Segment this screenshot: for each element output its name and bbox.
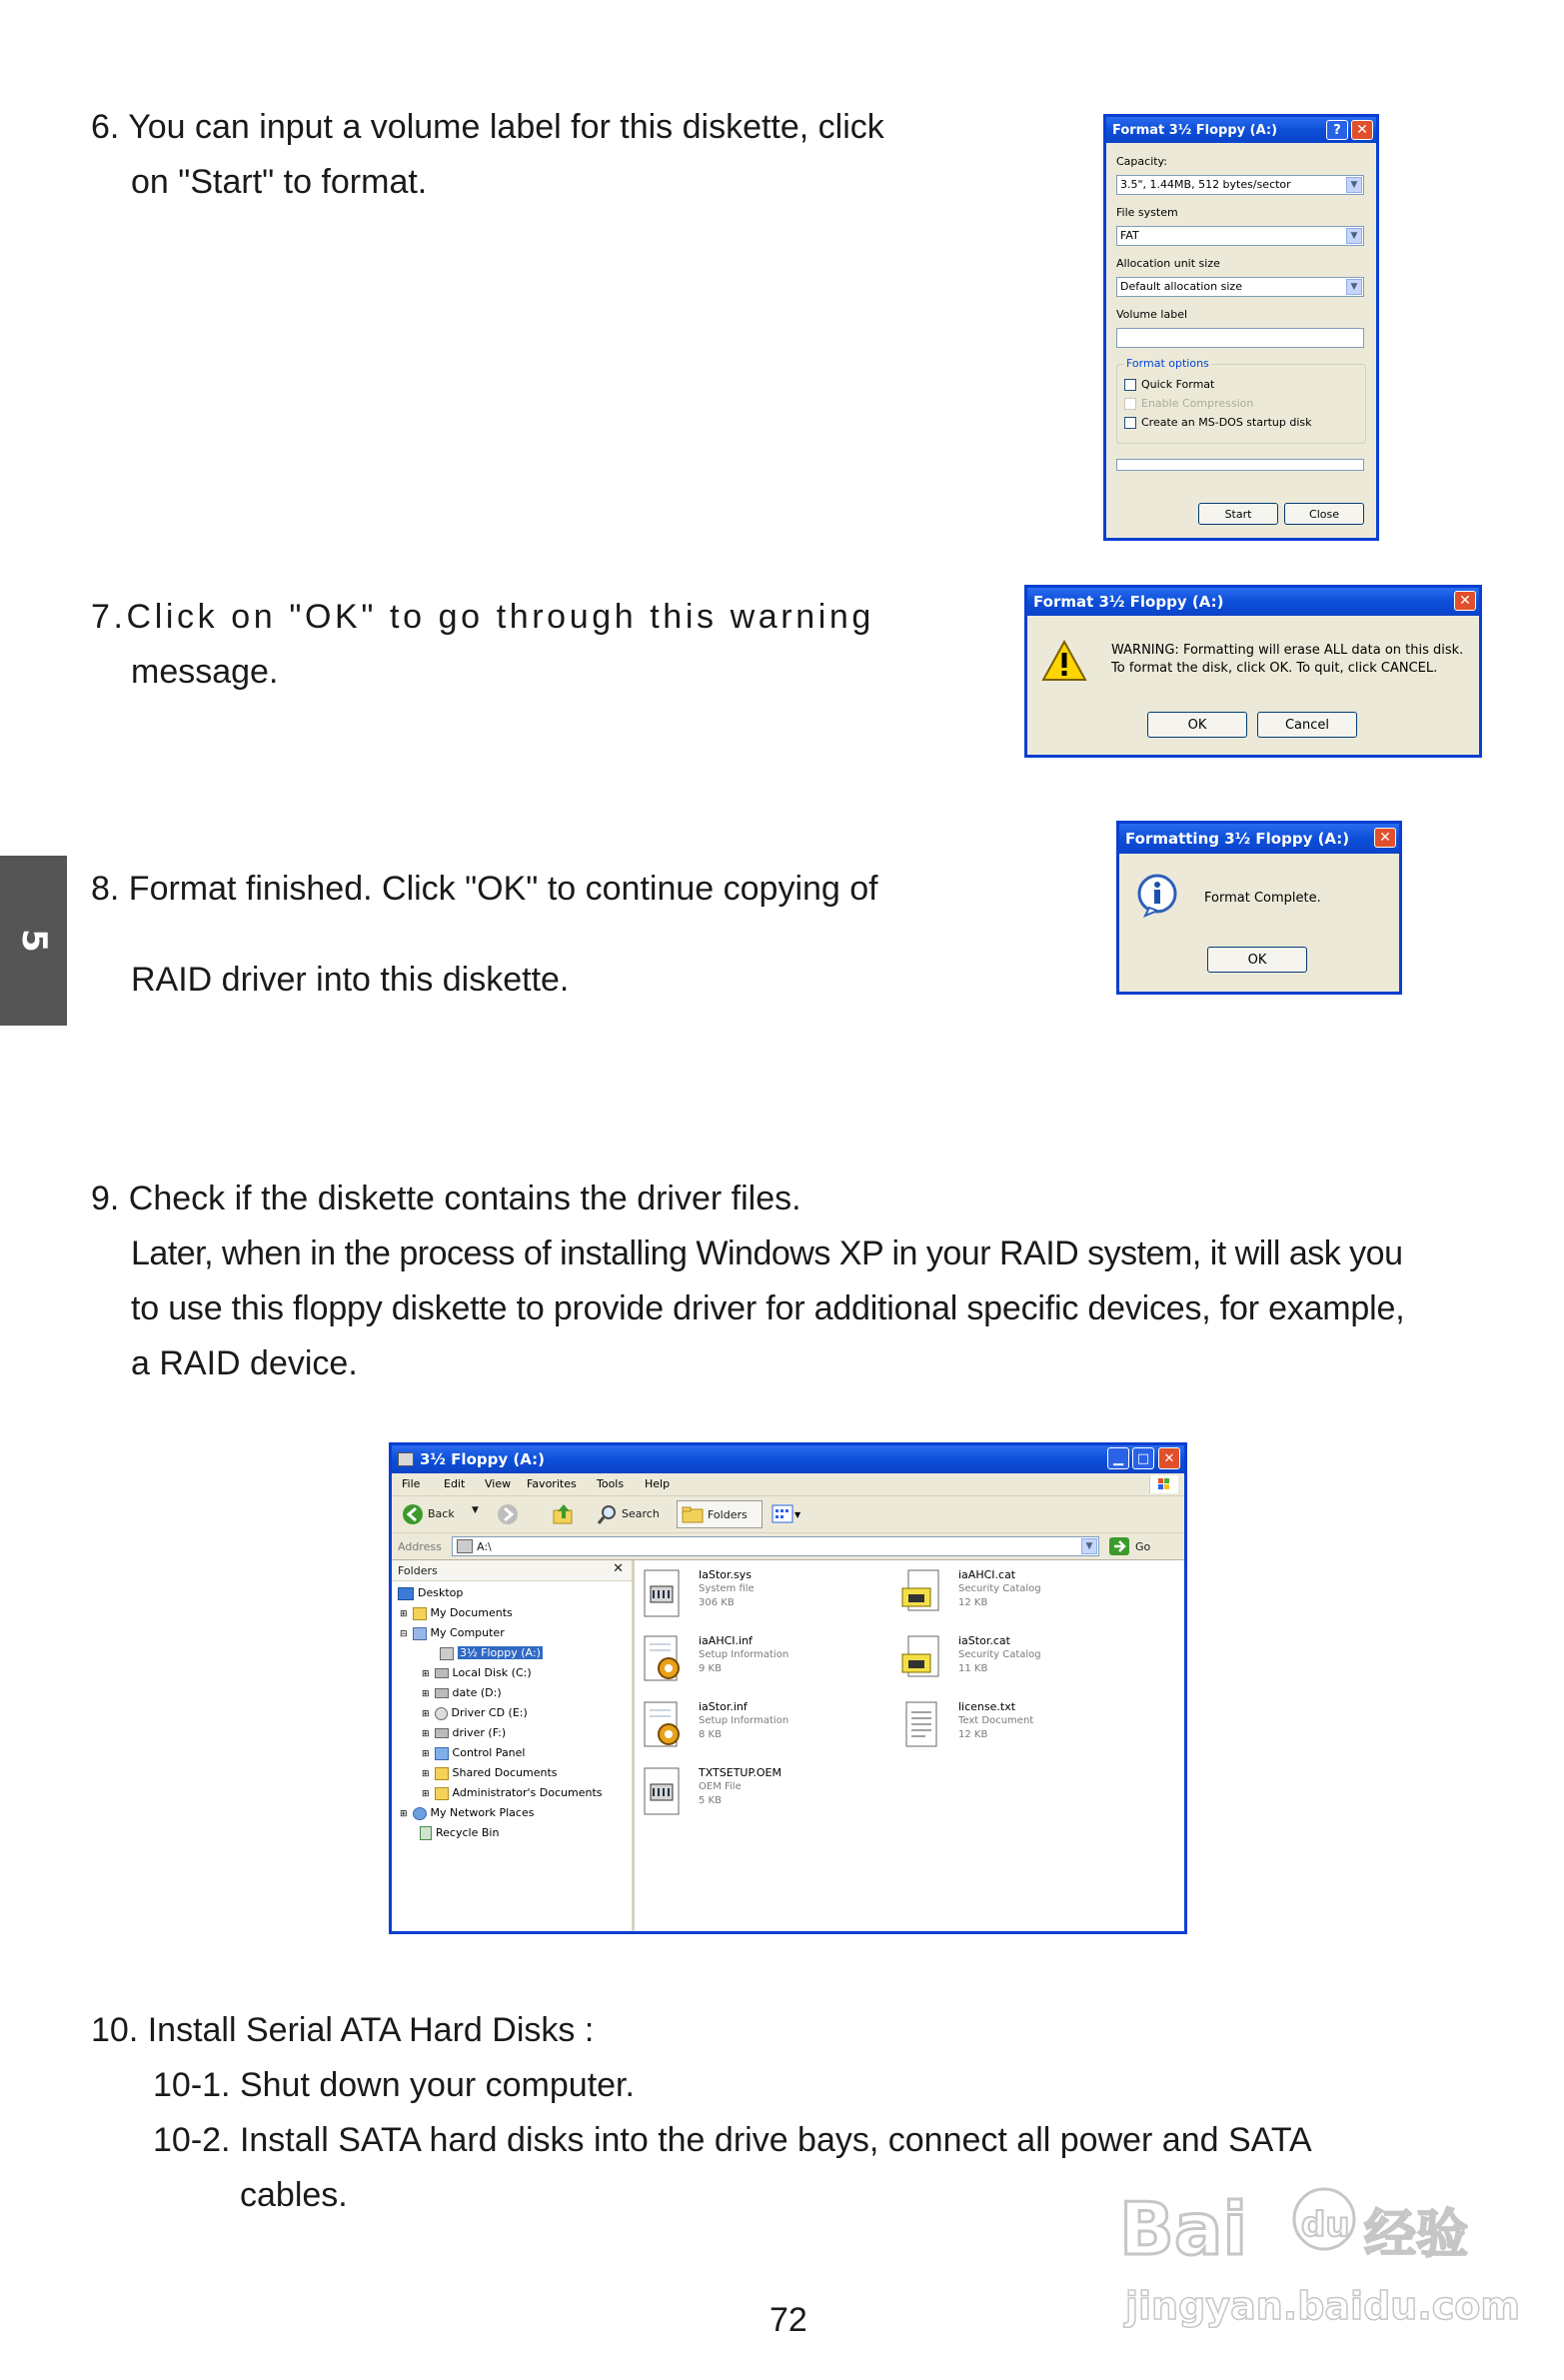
catalog-icon <box>900 1634 944 1686</box>
chevron-down-icon[interactable]: ▼ <box>1081 1538 1097 1554</box>
format-dialog-titlebar <box>1106 117 1376 143</box>
address-value: A:\ <box>477 1540 492 1553</box>
explorer-title: 3½ Floppy (A:) <box>420 1450 545 1468</box>
computer-icon <box>413 1627 427 1640</box>
close-button[interactable]: Close <box>1284 503 1364 525</box>
hard-drive-icon <box>435 1688 449 1698</box>
step8-line1: 8. Format finished. Click "OK" to continue copying of <box>91 870 878 908</box>
control-panel-icon <box>435 1747 449 1760</box>
tree-label: date (D:) <box>452 1686 502 1699</box>
close-icon[interactable]: ✕ <box>1158 1447 1180 1469</box>
volume-label-input[interactable] <box>1116 328 1364 348</box>
file-item[interactable] <box>641 1634 895 1694</box>
menu-edit[interactable]: Edit <box>444 1477 466 1490</box>
close-icon[interactable]: ✕ <box>1374 828 1396 848</box>
hard-drive-icon <box>435 1728 449 1738</box>
file-type: Security Catalog <box>958 1649 1041 1660</box>
expand-icon[interactable]: ⊞ <box>422 1729 430 1739</box>
file-type: Setup Information <box>699 1715 789 1726</box>
chapter-number: 5 <box>13 929 54 953</box>
svg-text:Bai: Bai <box>1119 2187 1248 2271</box>
help-button[interactable]: ? <box>1326 120 1348 140</box>
volume-label-label: Volume label <box>1116 308 1188 321</box>
msdos-startup-label: Create an MS-DOS startup disk <box>1141 416 1312 429</box>
capacity-label: Capacity: <box>1116 155 1167 168</box>
maximize-icon[interactable]: □ <box>1132 1447 1154 1469</box>
file-size: 12 KB <box>958 1597 988 1608</box>
folder-icon <box>435 1787 449 1800</box>
network-icon <box>413 1807 427 1820</box>
tree-label: My Network Places <box>430 1806 535 1819</box>
file-list <box>635 1560 1184 1931</box>
folders-pane <box>392 1560 635 1931</box>
svg-text:经验: 经验 <box>1364 2205 1469 2265</box>
msdos-startup-checkbox[interactable] <box>1124 417 1136 429</box>
close-icon[interactable]: ✕ <box>1454 591 1476 611</box>
cd-drive-icon <box>435 1707 448 1720</box>
format-progress-bar <box>1116 459 1364 471</box>
windows-logo-icon <box>1149 1475 1178 1493</box>
file-item[interactable] <box>641 1568 895 1628</box>
baidu-paw-logo-icon <box>1119 2174 1479 2274</box>
complete-message: Format Complete. <box>1204 891 1321 906</box>
tree-item-desktop[interactable] <box>398 1586 463 1600</box>
alloc-value: Default allocation size <box>1120 280 1242 293</box>
svg-text:du: du <box>1301 2205 1350 2245</box>
alloc-label: Allocation unit size <box>1116 257 1220 270</box>
expand-icon[interactable]: ⊞ <box>400 1609 408 1619</box>
chevron-down-icon[interactable]: ▼ <box>1346 279 1362 295</box>
page-number: 72 <box>770 2301 807 2339</box>
folders-pane-header <box>392 1560 632 1581</box>
file-name: iaStor.cat <box>958 1634 1010 1647</box>
menu-bar <box>392 1473 1184 1496</box>
file-size: 8 KB <box>699 1729 722 1740</box>
tree-item-local-disk[interactable] <box>422 1666 532 1679</box>
setup-info-icon <box>641 1634 685 1686</box>
file-size: 9 KB <box>699 1663 722 1674</box>
format-options-label: Format options <box>1126 357 1209 370</box>
file-size: 306 KB <box>699 1597 735 1608</box>
baidu-watermark <box>1119 2174 1520 2344</box>
folder-icon <box>435 1767 449 1780</box>
file-name: iaAHCI.inf <box>699 1634 753 1647</box>
file-item[interactable] <box>900 1700 1155 1760</box>
file-size: 11 KB <box>958 1663 988 1674</box>
file-type: Setup Information <box>699 1649 789 1660</box>
compression-checkbox <box>1124 398 1136 410</box>
tree-label: Desktop <box>418 1586 464 1599</box>
menu-favorites[interactable]: Favorites <box>527 1477 577 1490</box>
collapse-icon[interactable]: ⊟ <box>400 1629 408 1639</box>
tree-label: My Computer <box>430 1626 505 1639</box>
file-name: TXTSETUP.OEM <box>699 1766 782 1779</box>
capacity-select[interactable] <box>1116 175 1364 195</box>
expand-icon[interactable]: ⊞ <box>422 1769 430 1779</box>
setup-info-icon <box>641 1700 685 1752</box>
start-button[interactable]: Start <box>1198 503 1278 525</box>
capacity-value: 3.5", 1.44MB, 512 bytes/sector <box>1120 178 1291 191</box>
info-icon <box>1135 874 1179 918</box>
step9-line1: 9. Check if the diskette contains the driver files. <box>91 1180 801 1217</box>
file-item[interactable] <box>900 1568 1155 1628</box>
tree-item-network-places[interactable] <box>400 1806 534 1820</box>
tree-item-shared-documents[interactable] <box>422 1766 558 1780</box>
step10-2-line2: cables. <box>240 2176 348 2214</box>
tree-item-date-drive[interactable] <box>422 1686 502 1699</box>
tree-label: driver (F:) <box>452 1726 507 1739</box>
format-dialog <box>1103 114 1379 541</box>
back-dropdown-icon[interactable]: ▼ <box>472 1505 479 1515</box>
file-item[interactable] <box>900 1634 1155 1694</box>
file-item[interactable] <box>641 1700 895 1760</box>
folders-pane-title: Folders <box>398 1564 438 1577</box>
format-dialog-title: Format 3½ Floppy (A:) <box>1112 122 1278 138</box>
step8-line2: RAID driver into this diskette. <box>131 961 570 999</box>
ok-button[interactable]: OK <box>1207 947 1307 973</box>
tree-label: 3½ Floppy (A:) <box>460 1646 541 1659</box>
menu-view[interactable]: View <box>485 1477 512 1490</box>
cancel-button[interactable]: Cancel <box>1257 712 1357 738</box>
tree-label: Shared Documents <box>452 1766 558 1779</box>
tree-item-my-computer[interactable] <box>400 1626 505 1640</box>
desktop-icon <box>398 1587 414 1600</box>
folder-icon <box>413 1607 427 1620</box>
recycle-bin-icon <box>420 1826 432 1840</box>
system-file-icon <box>641 1568 685 1620</box>
chevron-down-icon[interactable]: ▼ <box>1346 228 1362 244</box>
step9-line2: Later, when in the process of installing Windows XP in your RAID system, it will ask you <box>131 1234 1403 1272</box>
close-pane-icon[interactable]: ✕ <box>613 1561 624 1576</box>
expand-icon[interactable]: ⊞ <box>422 1669 430 1679</box>
file-size: 5 KB <box>699 1795 722 1806</box>
tree-label: Recycle Bin <box>436 1826 500 1839</box>
expand-icon[interactable]: ⊞ <box>400 1809 408 1819</box>
step7-line2: message. <box>131 653 279 691</box>
warning-icon <box>1041 640 1087 682</box>
step9-line3: to use this floppy diskette to provide driver for additional specific devices, for example, <box>131 1289 1405 1327</box>
expand-icon[interactable]: ⊞ <box>422 1709 430 1719</box>
tree-label: Administrator's Documents <box>452 1786 603 1799</box>
quick-format-checkbox[interactable] <box>1124 379 1136 391</box>
explorer-window <box>389 1442 1187 1934</box>
menu-tools[interactable]: Tools <box>597 1477 625 1490</box>
forward-arrow-icon[interactable] <box>497 1503 519 1525</box>
file-size: 12 KB <box>958 1729 988 1740</box>
file-name: iaStor.inf <box>699 1700 748 1713</box>
views-icon[interactable] <box>772 1503 801 1525</box>
file-type: OEM File <box>699 1781 742 1792</box>
step9-line4: a RAID device. <box>131 1344 358 1382</box>
go-arrow-icon[interactable] <box>1109 1537 1129 1555</box>
search-button-label[interactable]: Search <box>622 1507 660 1520</box>
address-label: Address <box>398 1540 442 1553</box>
catalog-icon <box>900 1568 944 1620</box>
warning-dialog-title: Format 3½ Floppy (A:) <box>1033 593 1224 611</box>
menu-file[interactable]: File <box>402 1477 421 1490</box>
go-label[interactable]: Go <box>1135 1540 1151 1553</box>
warning-message-line1: WARNING: Formatting will erase ALL data on this disk. <box>1111 643 1464 658</box>
step6-line1: 6. You can input a volume label for this diskette, click <box>91 108 884 146</box>
text-document-icon <box>900 1700 944 1752</box>
minimize-icon[interactable]: ▁ <box>1107 1447 1129 1469</box>
expand-icon[interactable]: ⊞ <box>422 1689 430 1699</box>
expand-icon[interactable]: ⊞ <box>422 1789 430 1799</box>
file-name: IaStor.sys <box>699 1568 752 1581</box>
address-bar <box>392 1533 1184 1560</box>
back-button-label[interactable]: Back <box>428 1507 455 1520</box>
expand-icon[interactable]: ⊞ <box>422 1749 430 1759</box>
tree-item-recycle-bin[interactable] <box>420 1826 499 1840</box>
tree-item-admin-documents[interactable] <box>422 1786 603 1800</box>
file-item[interactable] <box>641 1766 895 1826</box>
step10-heading: 10. Install Serial ATA Hard Disks : <box>91 2011 595 2049</box>
back-arrow-icon[interactable] <box>402 1503 424 1525</box>
menu-help[interactable]: Help <box>645 1477 671 1490</box>
format-complete-dialog <box>1116 821 1402 995</box>
floppy-drive-icon <box>398 1452 414 1466</box>
toolbar <box>392 1496 1184 1533</box>
compression-label: Enable Compression <box>1141 397 1254 410</box>
floppy-drive-icon <box>440 1647 454 1660</box>
filesystem-select[interactable] <box>1116 226 1364 246</box>
chevron-down-icon[interactable]: ▼ <box>1346 177 1362 193</box>
complete-dialog-titlebar <box>1119 824 1399 854</box>
file-name: iaAHCI.cat <box>958 1568 1016 1581</box>
hard-drive-icon <box>435 1668 449 1678</box>
search-icon[interactable] <box>597 1503 619 1525</box>
tree-label: Control Panel <box>452 1746 526 1759</box>
file-type: Text Document <box>958 1715 1034 1726</box>
address-input[interactable] <box>452 1536 1099 1556</box>
chapter-tab <box>0 856 67 1026</box>
floppy-drive-icon <box>457 1539 473 1553</box>
filesystem-label: File system <box>1116 206 1178 219</box>
oem-file-icon <box>641 1766 685 1818</box>
tree-item-floppy[interactable] <box>440 1646 543 1660</box>
step7-line1: 7.Click on "OK" to go through this warning <box>91 598 874 636</box>
file-name: license.txt <box>958 1700 1016 1713</box>
warning-dialog-titlebar <box>1027 588 1479 616</box>
file-type: System file <box>699 1583 755 1594</box>
close-icon[interactable]: ✕ <box>1351 120 1373 140</box>
step10-1: 10-1. Shut down your computer. <box>153 2066 635 2104</box>
alloc-select[interactable] <box>1116 277 1364 297</box>
folders-button-label: Folders <box>708 1508 748 1521</box>
step6-line2: on "Start" to format. <box>131 163 428 201</box>
tree-label: Local Disk (C:) <box>452 1666 532 1679</box>
complete-dialog-title: Formatting 3½ Floppy (A:) <box>1125 830 1350 848</box>
quick-format-label: Quick Format <box>1141 378 1215 391</box>
explorer-titlebar <box>392 1445 1184 1473</box>
tree-label: My Documents <box>430 1606 513 1619</box>
warning-dialog <box>1024 585 1482 758</box>
tree-item-driver-f[interactable] <box>422 1726 506 1739</box>
watermark-url: jingyan.baidu.com <box>1125 2284 1520 2328</box>
svg-text:▼: ▼ <box>794 1510 801 1519</box>
tree-item-my-documents[interactable] <box>400 1606 513 1620</box>
ok-button[interactable]: OK <box>1147 712 1247 738</box>
step10-2-line1: 10-2. Install SATA hard disks into the drive bays, connect all power and SATA <box>153 2121 1312 2159</box>
file-type: Security Catalog <box>958 1583 1041 1594</box>
tree-label: Driver CD (E:) <box>451 1706 528 1719</box>
warning-message-line2: To format the disk, click OK. To quit, click CANCEL. <box>1111 661 1438 676</box>
filesystem-value: FAT <box>1120 229 1139 242</box>
folders-button[interactable] <box>677 1500 763 1528</box>
folder-icon <box>682 1505 704 1523</box>
tree-item-driver-cd[interactable] <box>422 1706 528 1720</box>
up-folder-icon[interactable] <box>552 1502 576 1526</box>
tree-item-control-panel[interactable] <box>422 1746 525 1760</box>
